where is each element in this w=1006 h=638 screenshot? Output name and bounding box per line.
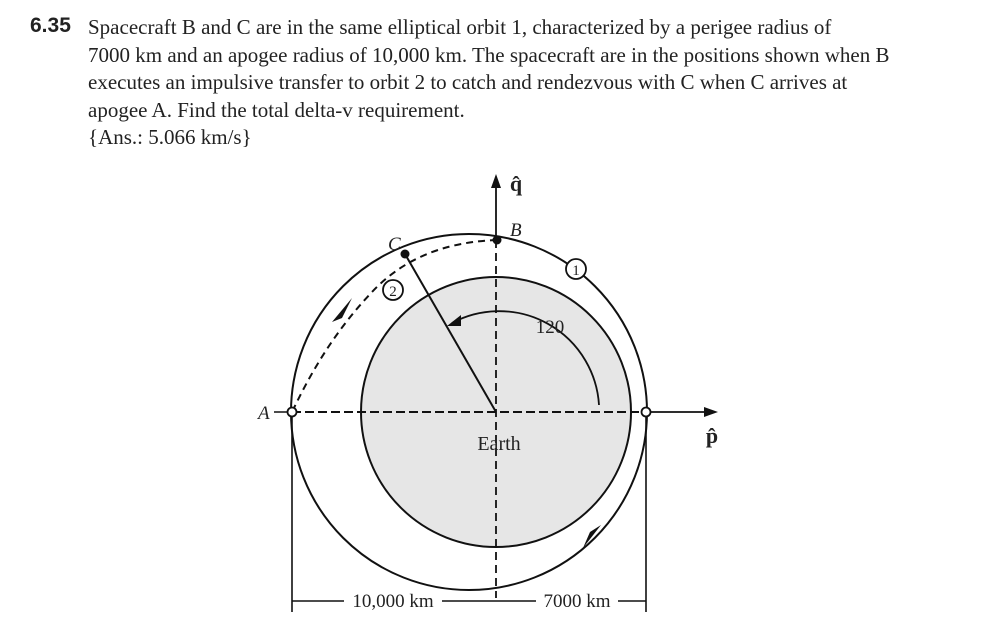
answer: {Ans.: 5.066 km/s} [88, 125, 252, 149]
problem-line: apogee A. Find the total delta-v requirement. [88, 97, 465, 122]
perigee-dimension-label: 7000 km [543, 591, 611, 612]
apogee-label: A [258, 403, 270, 424]
angle-label: 120 [535, 317, 565, 338]
spacecraft-b-label: B [510, 220, 522, 241]
spacecraft-c-label: C [388, 234, 401, 255]
q-axis-label: q̂ [509, 171, 523, 196]
apogee-node [288, 408, 297, 417]
earth-label: Earth [477, 433, 521, 455]
orbit-2-label: 2 [389, 284, 397, 300]
problem-line: executes an impulsive transfer to orbit 2 to catch and rendezvous with C when C arrives at [88, 70, 848, 94]
orbit-1-label: 1 [572, 263, 580, 279]
spacecraft-c-dot [401, 250, 410, 259]
apogee-dimension-label: 10,000 km [352, 591, 434, 612]
p-axis-arrowhead [704, 407, 718, 417]
spacecraft-b-dot [493, 236, 502, 245]
problem-line: Spacecraft B and C are in the same elliptical orbit 1, characterized by a perigee radius of [88, 15, 832, 39]
q-axis-arrowhead [491, 174, 501, 188]
perigee-node [642, 408, 651, 417]
problem-line: 7000 km and an apogee radius of 10,000 km. The spacecraft are in the positions shown when B [88, 42, 890, 67]
orbit-1-direction-arrow-lower [583, 525, 601, 548]
problem-number: 6.35 [30, 14, 71, 37]
p-axis-label: p̂ [705, 423, 719, 448]
